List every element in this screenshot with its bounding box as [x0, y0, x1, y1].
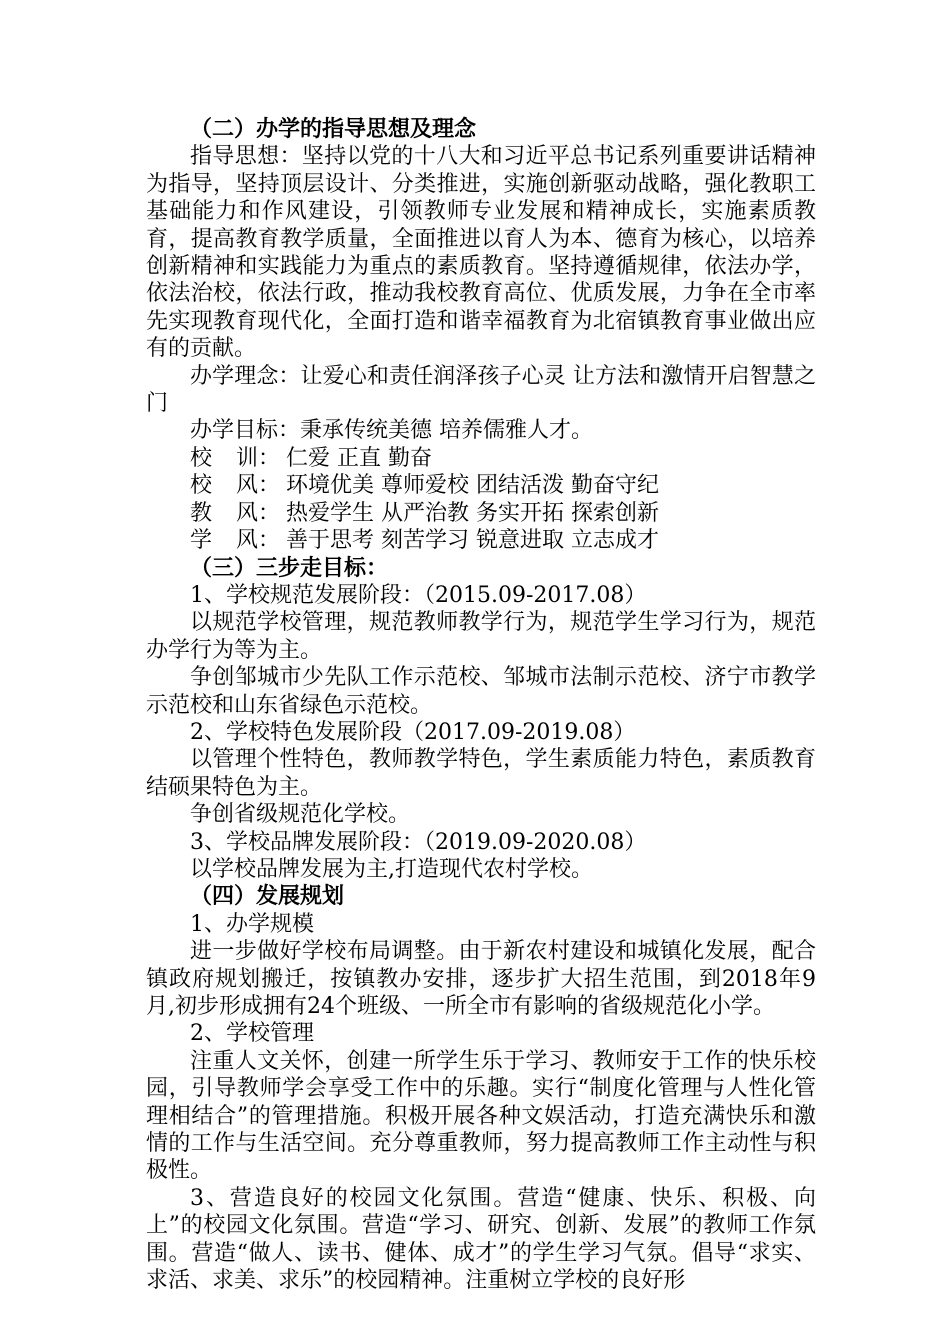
- stage1-paragraph: 争创邹城市少先队工作示范校、邹城市法制示范校、济宁市教学示范校和山东省绿色示范校。: [146, 665, 816, 718]
- stage2-title: 2、学校特色发展阶段（2017.09-2019.08）: [190, 719, 636, 745]
- philosophy-paragraph: 办学理念：让爱心和责任润泽孩子心灵 让方法和激情开启智慧之门: [146, 363, 816, 417]
- management-title: 2、学校管理: [190, 1021, 314, 1047]
- culture-paragraph: 3、营造良好的校园文化氛围。营造“健康、快乐、积极、向上”的校园文化氛围。营造“学习、研究、创新、发展”的教师工作氛围。营造“做人、读书、健体、成才”的学生学习气氛。倡导“求实、求活、求美、求乐”的校园精神。注重树立学校的良好形: [146, 1185, 816, 1294]
- motto-key-char: 风：: [235, 528, 280, 554]
- motto-key-char: 学: [190, 528, 213, 554]
- motto-row-school-motto: [146, 445, 816, 472]
- section-heading-4: （四）发展规划: [190, 883, 345, 910]
- stage1-title: 1、学校规范发展阶段：（2015.09-2017.08）: [190, 582, 647, 608]
- motto-key-char: 校: [190, 473, 213, 499]
- guiding-thought-paragraph: 指导思想：坚持以党的十八大和习近平总书记系列重要讲话精神为指导，坚持顶层设计、分类推进，实施创新驱动战略，强化教职工基础能力和作风建设，引领教师专业发展和精神成长，实施素质教育，提高教育教学质量，全面推进以育人为本、德育为核心，以培养创新精神和实践能力为重点的素质教育。坚持遵循规律，依法办学，依法治校，依法行政，推动我校教育高位、优质发展，力争在全市率先实现教育现代化，全面打造和谐幸福教育为北宿镇教育事业做出应有的贡献。: [146, 144, 816, 362]
- motto-key-char: 训：: [235, 445, 280, 471]
- motto-value: 善于思考 刻苦学习 锐意进取 立志成才: [286, 528, 659, 554]
- scale-title: 1、办学规模: [190, 911, 314, 937]
- motto-key-char: 风：: [235, 500, 280, 526]
- motto-row-school-spirit: [146, 472, 816, 499]
- motto-row-teaching-style: [146, 500, 816, 527]
- stage1-paragraph: 以规范学校管理，规范教师教学行为，规范学生学习行为，规范办学行为等为主。: [146, 610, 816, 663]
- management-paragraph: 注重人文关怀，创建一所学生乐于学习、教师安于工作的快乐校园，引导教师学会享受工作中的乐趣。实行“制度化管理与人性化管理相结合”的管理措施。积极开展各种文娱活动，打造充满快乐和激情的工作与生活空间。充分尊重教师，努力提高教师工作主动性与积极性。: [146, 1048, 816, 1184]
- stage3-paragraph: 以学校品牌发展为主,打造现代农村学校。: [190, 856, 593, 882]
- document-page: [146, 116, 816, 1294]
- motto-value: 仁爱 正直 勤奋: [286, 445, 432, 471]
- stage3-title: 3、学校品牌发展阶段：（2019.09-2020.08）: [190, 829, 647, 855]
- motto-value: 热爱学生 从严治教 务实开拓 探索创新: [286, 500, 659, 526]
- stage2-paragraph: 争创省级规范化学校。: [190, 802, 411, 828]
- stage2-paragraph: 以管理个性特色，教师教学特色，学生素质能力特色，素质教育结硕果特色为主。: [146, 747, 816, 800]
- motto-key-char: 风：: [235, 473, 280, 499]
- motto-key-char: 校: [190, 445, 213, 471]
- motto-row-study-style: [146, 527, 816, 554]
- motto-value: 环境优美 尊师爱校 团结活泼 勤奋守纪: [286, 473, 659, 499]
- goal-paragraph: 办学目标：秉承传统美德 培养儒雅人才。: [190, 418, 593, 444]
- section-heading-3: （三）三步走目标：: [190, 554, 389, 581]
- motto-key-char: 教: [190, 500, 213, 526]
- scale-paragraph: 进一步做好学校布局调整。由于新农村建设和城镇化发展，配合镇政府规划搬迁，按镇教办安排，逐步扩大招生范围，到2018年9月,初步形成拥有24个班级、一所全市有影响的省级规范化小学。: [146, 939, 816, 1019]
- section-heading-2: （二）办学的指导思想及理念: [190, 116, 477, 142]
